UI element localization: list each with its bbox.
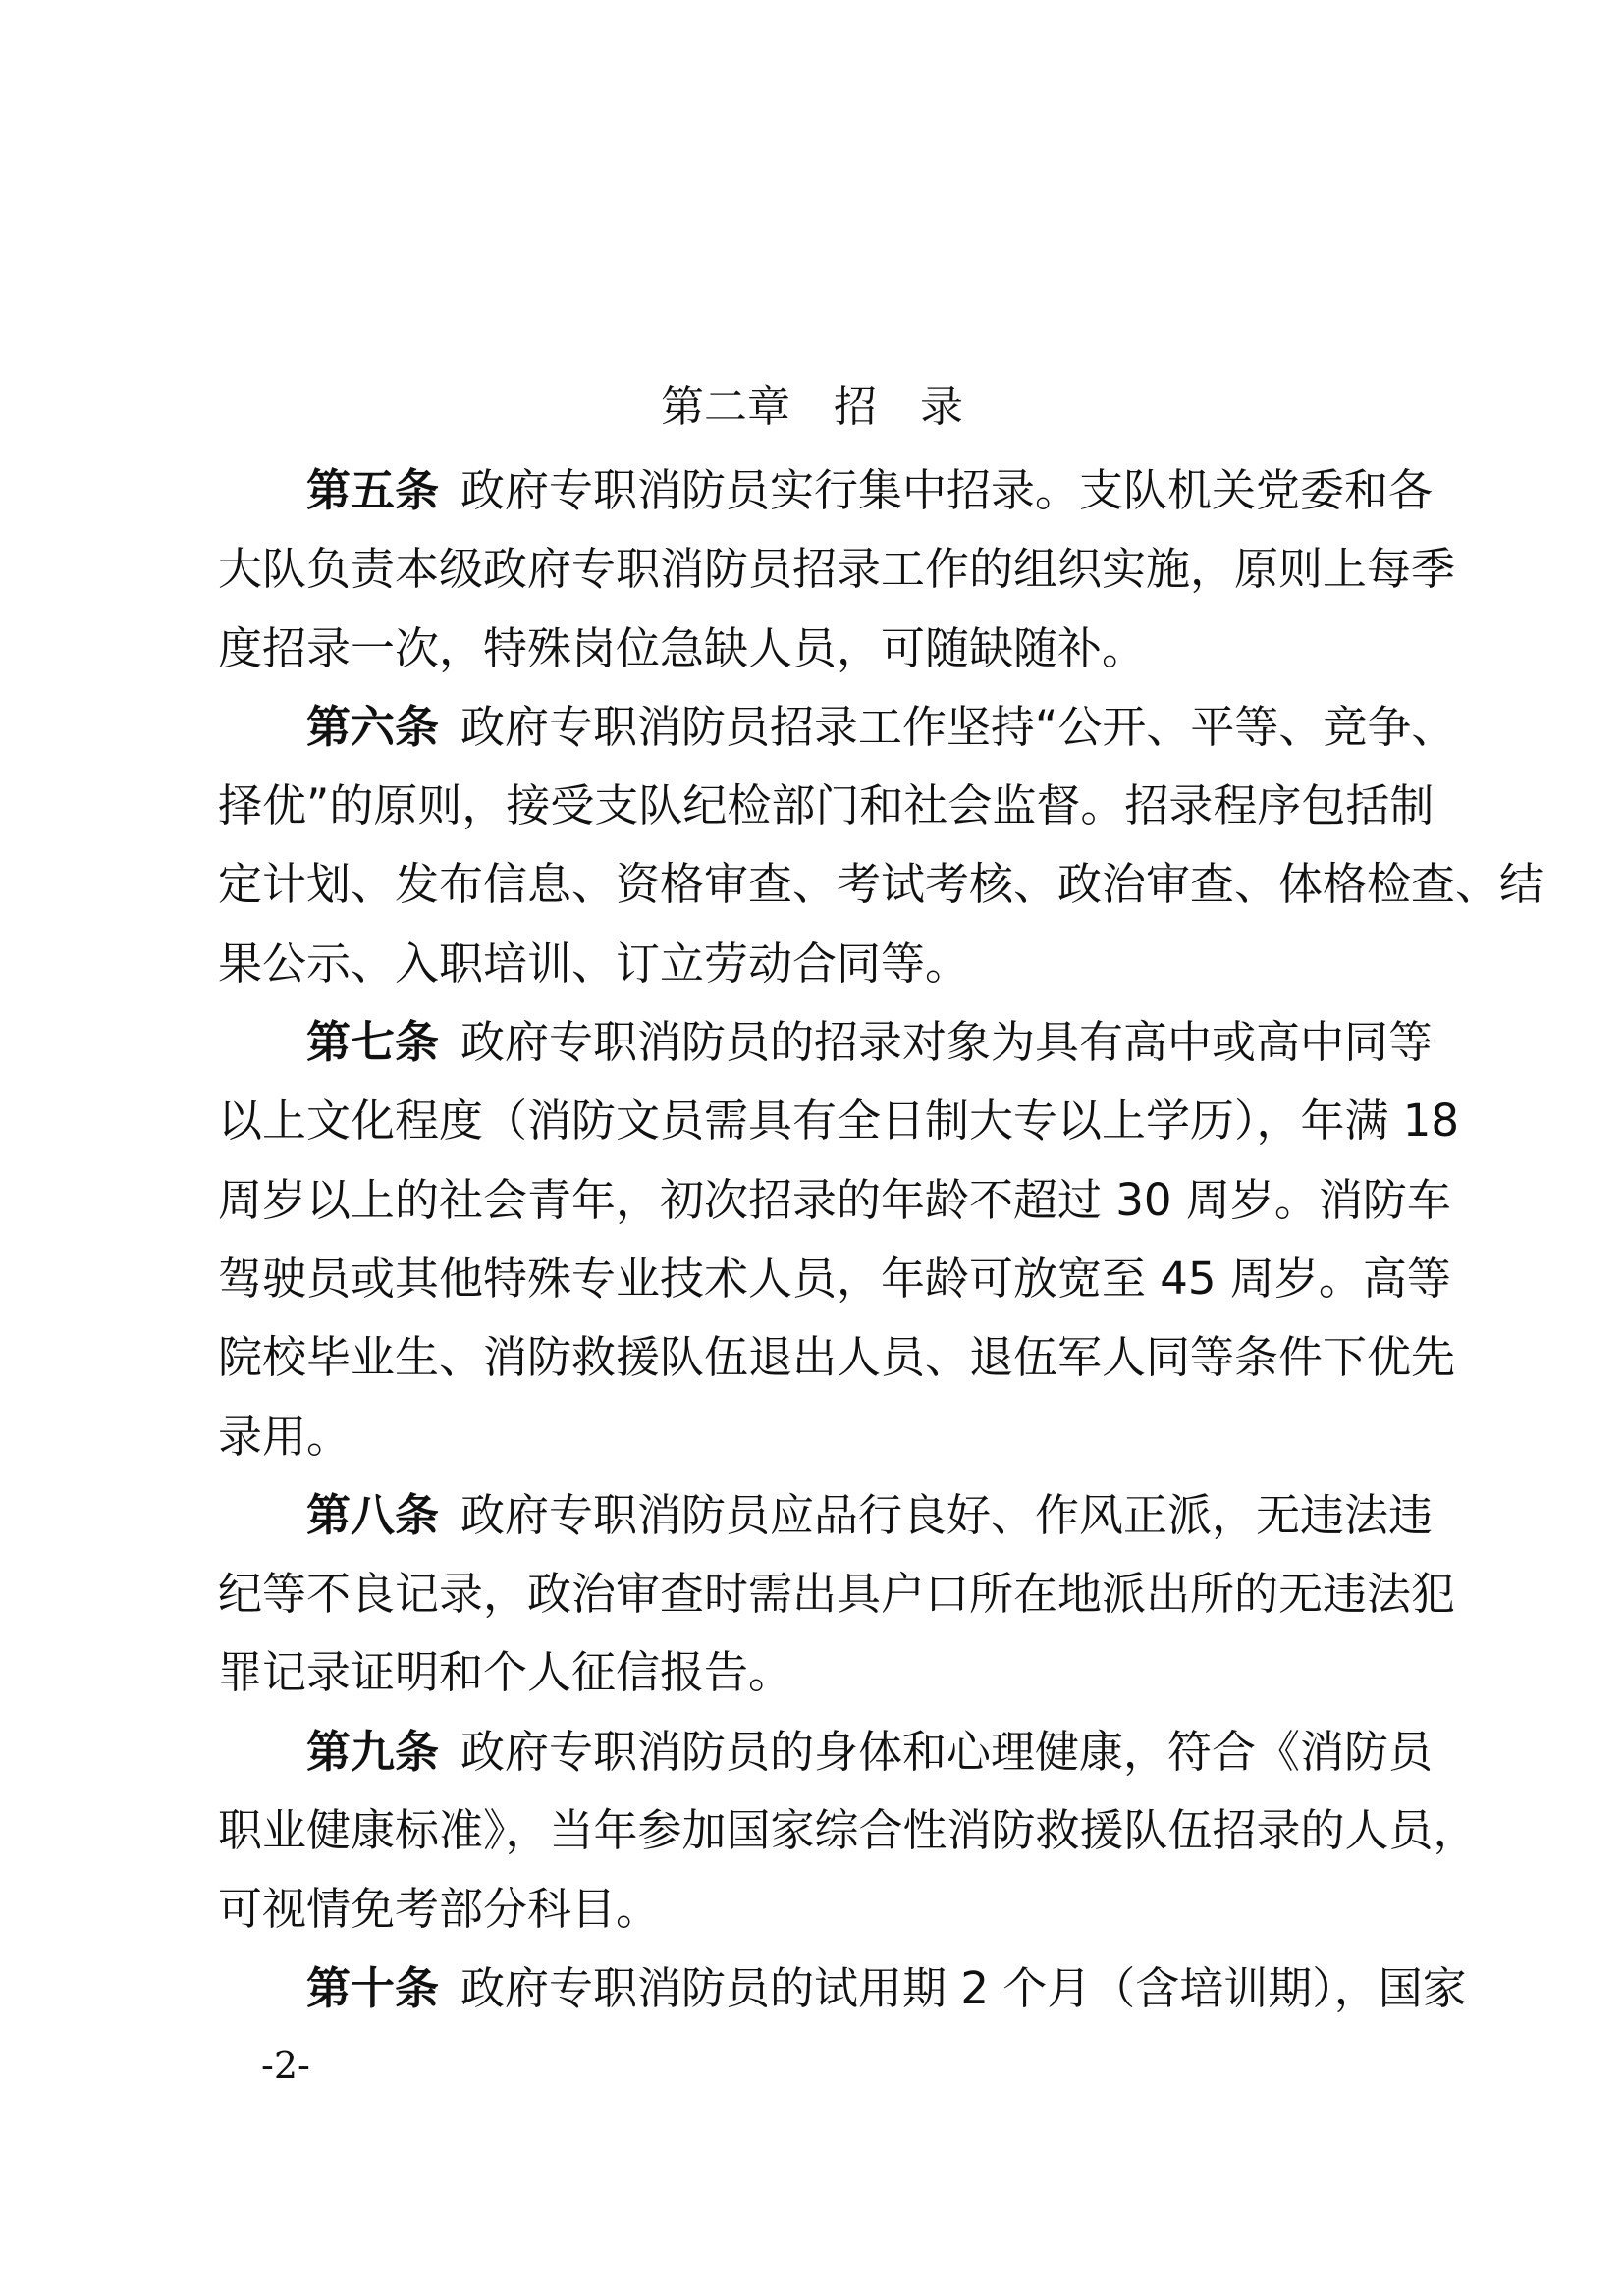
line-text: 果公示、入职培训、订立劳动合同等。 [218,936,970,989]
paragraph-line [218,1003,1432,1082]
line-text: 政府专职消防员应品行良好、作风正派，无违法违 [460,1488,1434,1541]
paragraph-line [218,1713,1432,1791]
document-body [218,452,1544,2028]
line-text: 录用。 [218,1410,352,1463]
line-text: 职业健康标准》，当年参加国家综合性消防救援队伍招录的人员， [218,1804,1478,1857]
line-text: 可视情免考部分科目。 [218,1883,661,1936]
article-paragraph [218,452,1456,688]
line-text: 政府专职消防员的招录对象为具有高中或高中同等 [460,1016,1434,1069]
line-text: 政府专职消防员的试用期 2 个月（含培训期），国家 [460,1961,1467,2014]
line-text: 政府专职消防员招录工作坚持“公开、平等、竞争、 [460,700,1456,753]
paragraph-line [218,452,1432,530]
line-text: 政府专职消防员的身体和心理健康，符合《消防员 [460,1725,1434,1778]
line-text: 定计划、发布信息、资格审查、考试考核、政治审查、体格检查、结 [218,858,1544,911]
article-paragraph [218,1949,1467,2028]
paragraph-line [218,1870,1432,1949]
paragraph-line [218,1398,1432,1476]
article-paragraph [218,1476,1456,1713]
paragraph-line [218,1949,1467,2028]
paragraph-line [218,1633,1432,1712]
page-number: -2- [261,2044,310,2087]
paragraph-line [218,1476,1432,1555]
line-text: 大队负责本级政府专职消防员招录工作的组织实施，原则上每季 [218,543,1456,596]
paragraph-line [218,1318,1456,1397]
chapter-title: 第二章 招 录 [661,382,963,432]
paragraph-line [218,1082,1460,1160]
paragraph-line [218,1161,1451,1240]
line-text: 院校毕业生、消防救援队伍退出人员、退伍军人同等条件下优先 [218,1331,1456,1384]
line-text: 驾驶员或其他特殊专业技术人员，年龄可放宽至 45 周岁。高等 [218,1252,1451,1305]
article-label: 第五条 [306,464,440,516]
paragraph-line [218,610,1432,688]
article-paragraph [218,1713,1478,1949]
line-text: 政府专职消防员实行集中招录。支队机关党委和各 [460,464,1434,516]
paragraph-line [218,925,1432,1003]
paragraph-line [218,767,1435,845]
paragraph-line [218,1240,1451,1318]
line-text: 择优”的原则，接受支队纪检部门和社会监督。招录程序包括制 [218,779,1435,832]
article-label: 第八条 [306,1488,440,1541]
article-label: 第十条 [306,1961,440,2014]
paragraph-line [218,688,1456,767]
line-text: 以上文化程度（消防文员需具有全日制大专以上学历），年满 18 [218,1095,1460,1148]
line-text: 周岁以上的社会青年，初次招录的年龄不超过 30 周岁。消防车 [218,1173,1451,1226]
paragraph-line [218,530,1456,609]
paragraph-line [218,1555,1456,1633]
paragraph-line [218,845,1544,924]
line-text: 罪记录证明和个人征信报告。 [218,1646,793,1699]
article-label: 第六条 [306,700,440,753]
line-text: 纪等不良记录，政治审查时需出具户口所在地派出所的无违法犯 [218,1568,1456,1621]
paragraph-line [218,1791,1478,1870]
article-label: 第七条 [306,1016,440,1069]
article-label: 第九条 [306,1725,440,1778]
article-paragraph [218,1003,1460,1476]
article-paragraph [218,688,1544,1003]
line-text: 度招录一次，特殊岗位急缺人员，可随缺随补。 [218,621,1147,674]
